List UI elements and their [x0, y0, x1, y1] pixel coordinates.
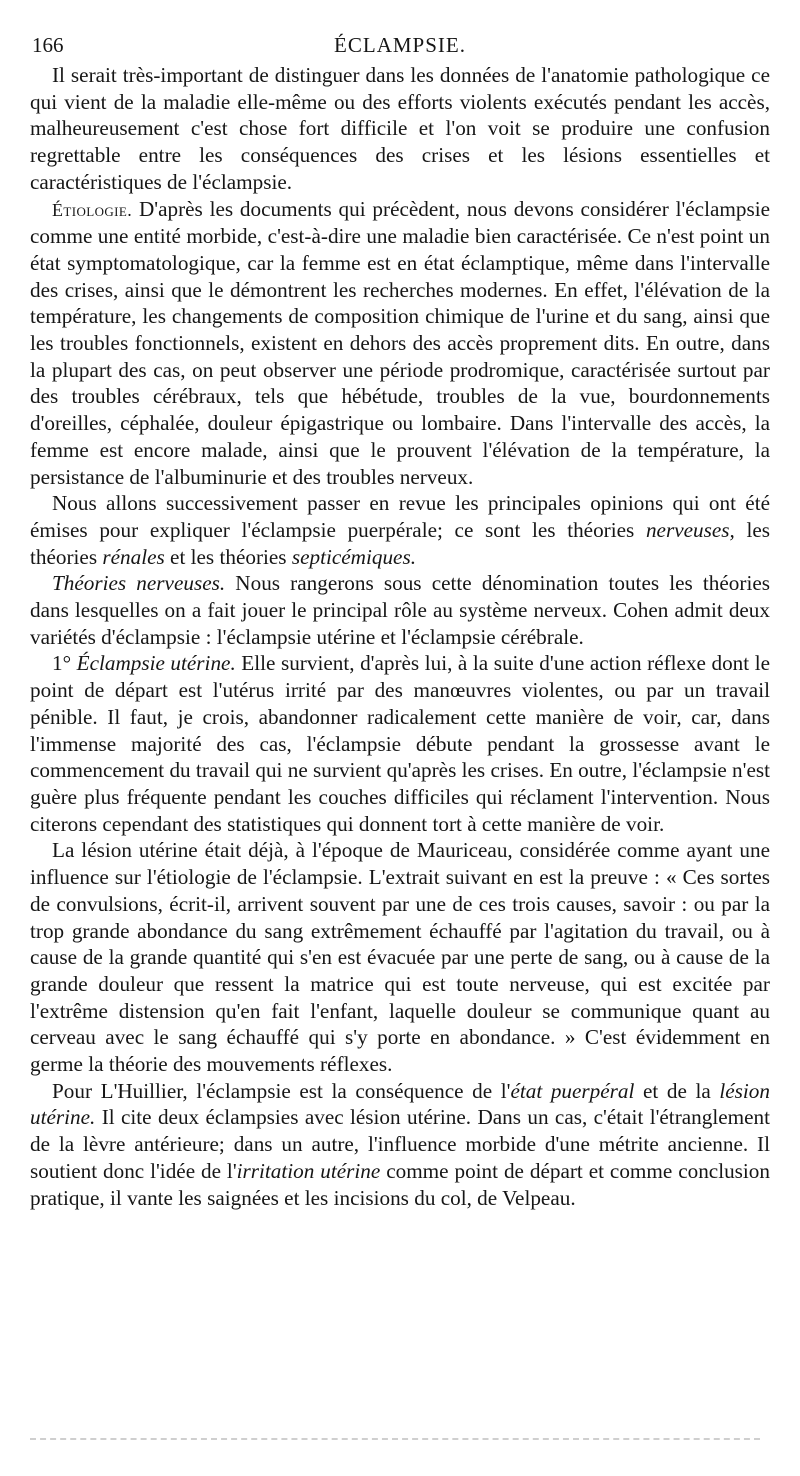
paragraph-lhuillier: [30, 1078, 770, 1212]
page-number: 166: [32, 33, 64, 57]
paragraph-anatomy: [30, 62, 770, 196]
paragraph-uterine-eclampsia: [30, 650, 770, 837]
running-title: ÉCLAMPSIE.: [334, 33, 466, 57]
emphasis-irritation-uterine: irritation utérine: [236, 1158, 381, 1183]
paragraph-text: Il cite deux éclampsies avec lésion utérine. Dans un cas, c'était l'étranglement de la lèvre antérieure; dans un autre, l'influence morbide d'une métrite ancienne. Il soutient donc l'idée de l': [30, 1105, 770, 1183]
paragraph-mauriceau: [30, 837, 770, 1077]
emphasis-nerveuses: nerveuses,: [645, 517, 735, 542]
paragraph-theories-overview: [30, 490, 770, 570]
paragraph-text: La lésion utérine était déjà, à l'époque de Mauriceau, considérée comme ayant une influence sur l'étiologie de l'éclampsie. L'extrait suivant en est la preuve : « Ces sortes de convulsions, écrit-il, arrivent souvent par une de ces trois causes, savoir : ou par la trop grande abondance du sang extrêmement échauffé par l'agitation du travail, ou à cause de la grande quantité qui s'en est évacuée par une perte de sang, ou à cause de la grande douleur que ressent la matrice qui est toute nerveuse, qui est excitée par l'extrême distension qu'en fait l'enfant, laquelle douleur se communique quant au cerveau avec le sang échauffé qui s'y porte en abondance. » C'est évidemment en germe la théorie des mouvements réflexes.: [30, 838, 770, 1077]
section-heading-etiology: Étiologie.: [52, 199, 133, 220]
paragraph-text: Pour L'Huillier, l'éclampsie est la conséquence de l': [52, 1078, 511, 1103]
paragraph-nervous-theories: [30, 570, 770, 650]
list-number: 1°: [52, 651, 72, 676]
body-text: [30, 62, 770, 1211]
section-heading-uterine-eclampsia: Éclampsie utérine.: [76, 651, 236, 676]
paragraph-etiology: [30, 196, 770, 491]
emphasis-renales: rénales: [102, 544, 165, 569]
section-heading-nervous-theories: Théories nerveuses.: [52, 571, 226, 596]
paragraph-text: comme point de départ et comme conclusion pratique, il vante les saignées et les incisions du col, de Velpeau.: [30, 1158, 770, 1210]
book-page: [30, 28, 770, 1211]
paragraph-text: Nous allons successivement passer en revue les principales opinions qui ont été émises pour expliquer l'éclampsie puerpérale; ce sont les théories: [30, 491, 770, 542]
emphasis-septicemiques: septicémiques.: [291, 544, 416, 569]
emphasis-etat-puerperal: état puerpéral: [510, 1078, 635, 1103]
paragraph-text: les théories: [30, 517, 771, 569]
emphasis-lesion-uterine: lésion utérine.: [30, 1078, 770, 1130]
paragraph-text: et de la: [643, 1078, 711, 1103]
paragraph-text: Nous rangerons sous cette dénomination toutes les théories dans lesquelles on a fait jouer le principal rôle au système nerveux. Cohen admit deux variétés d'éclampsie : l'éclampsie utérine et l'éclampsie cérébrale.: [30, 571, 770, 649]
paragraph-text: Il serait très-important de distinguer dans les données de l'anatomie pathologique ce qui vient de la maladie elle-même ou des efforts violents exécutés pendant les accès, malheureusement c'est chose fort difficile et l'on voit se produire une confusion regrettable entre les conséquences des crises et les lésions essentielles et caractéristiques de l'éclampsie.: [30, 63, 770, 194]
footer-rule: [30, 1438, 760, 1440]
paragraph-text: Elle survient, d'après lui, à la suite d'une action réflexe dont le point de départ est l'utérus irrité par des manœuvres violentes, ou par un travail pénible. Il faut, je crois, abandonner radicalement cette manière de voir, car, dans l'immense majorité des cas, l'éclampsie débute pendant la grossesse avant le commencement du travail qui ne survient qu'après les crises. En outre, l'éclampsie n'est guère plus fréquente pendant les couches difficiles qui réclament l'intervention. Nous citerons cependant des statistiques qui donnent tort à cette manière de voir.: [30, 651, 770, 836]
running-head: [30, 28, 770, 62]
paragraph-text: D'après les documents qui précèdent, nous devons considérer l'éclampsie comme une entité morbide, c'est-à-dire une maladie bien caractérisée. Ce n'est point un état symptomatologique, car la femme est en état éclamptique, même dans l'intervalle des crises, ainsi que le démontrent les recherches modernes. En effet, l'élévation de la température, les changements de composition chimique de l'urine et du sang, ainsi que les troubles fonctionnels, existent en dehors des accès proprement dits. En outre, dans la plupart des cas, on peut observer une période prodromique, caractérisée surtout par des troubles cérébraux, tels que hébétude, troubles de la vue, bourdonnements d'oreilles, céphalée, douleur épigastrique ou lombaire. Dans l'intervalle des accès, la femme est encore malade, ainsi que le prouvent l'élévation de la température, la persistance de l'albuminurie et des troubles nerveux.: [30, 196, 770, 489]
paragraph-text: et les théories: [170, 544, 287, 569]
